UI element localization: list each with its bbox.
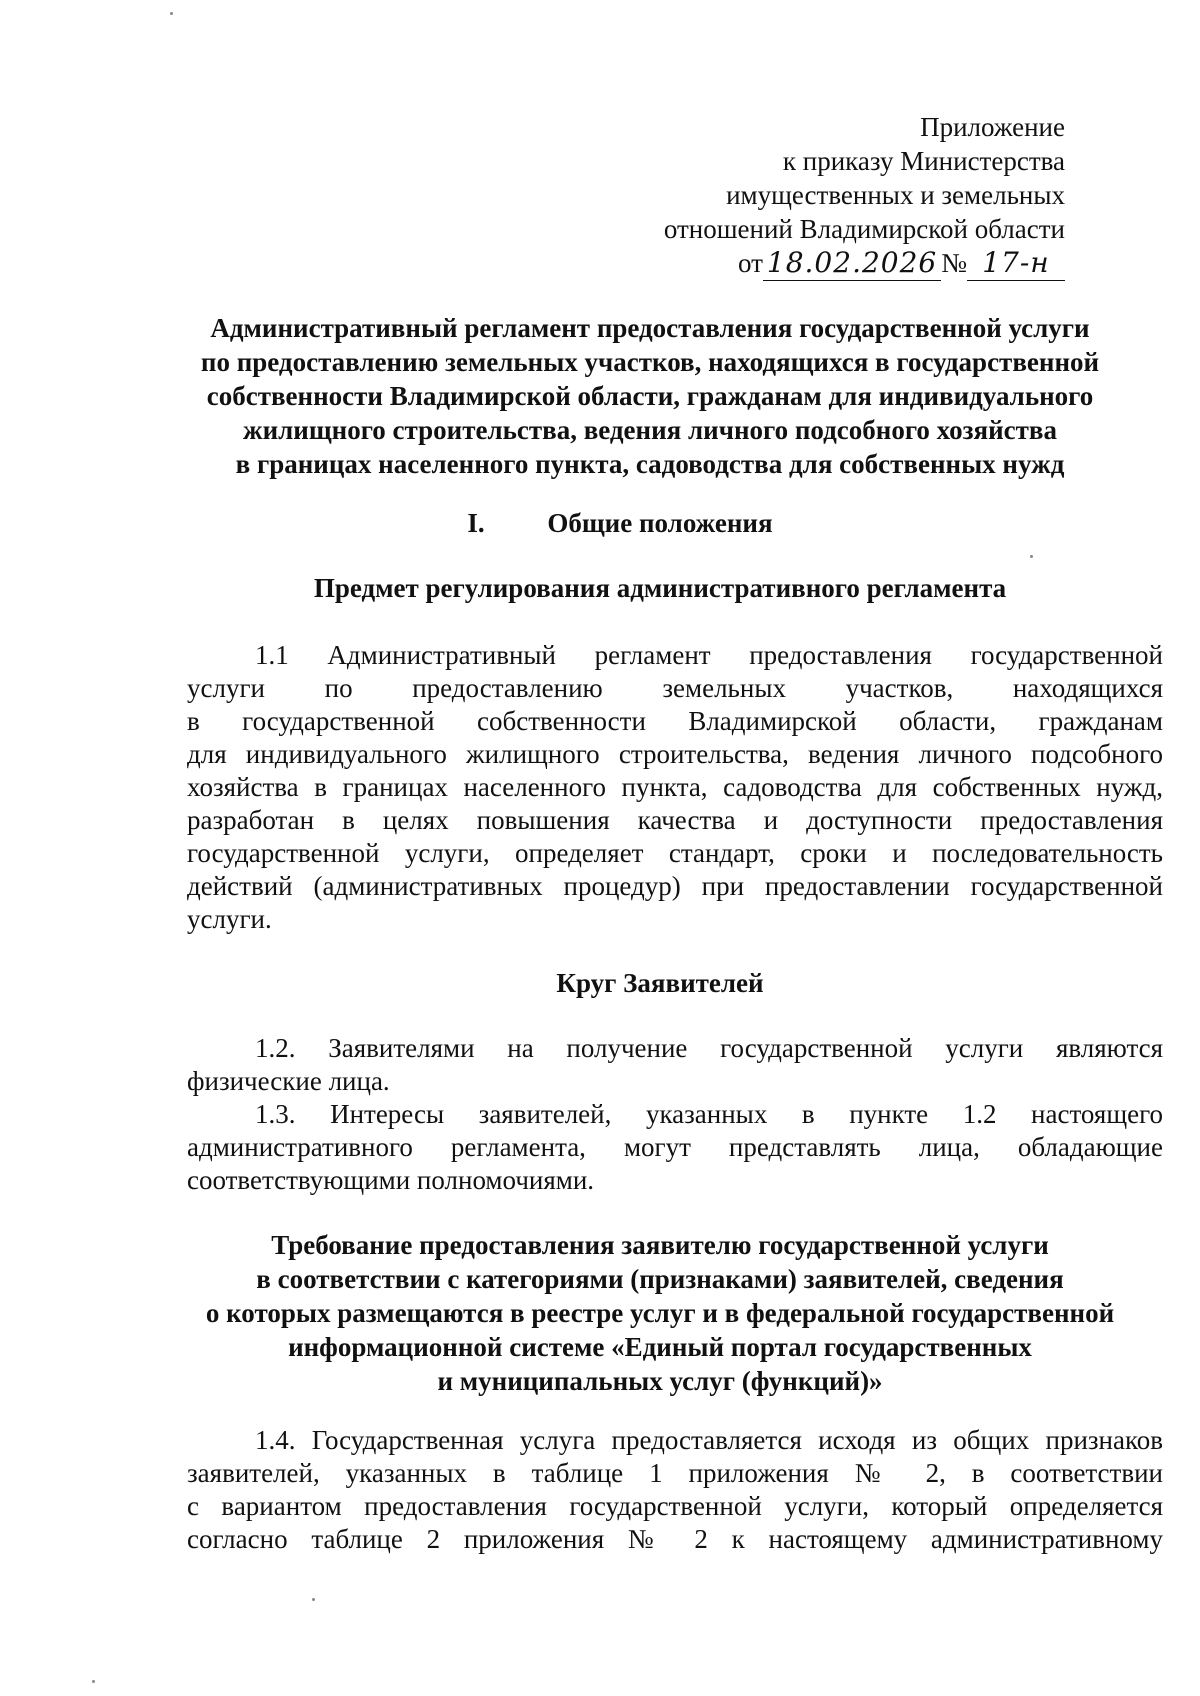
paragraph-line: действий (административных процедур) при предоставлении государственной [187,871,1163,901]
paragraph-line: административного регламента, могут представлять лица, обладающие [187,1132,1163,1162]
title-line: по предоставлению земельных участков, находящихся в государственной [200,347,1100,377]
subheading-line: и муниципальных услуг (функций)» [437,1366,883,1396]
date-field [763,246,941,281]
paragraph-line: физические лица. [187,1066,390,1096]
subheading-line: в соответствии с категориями (признаками) заявителей, сведения [256,1264,1064,1294]
appendix-line: к приказу Министерства [782,146,1065,176]
paragraph-line: согласно таблице 2 приложения № 2 к настоящему административному [187,1524,1163,1554]
appendix-line: Приложение [920,112,1065,142]
subheading-applicants: Круг Заявителей [556,968,764,998]
date-prefix: от [737,248,763,278]
scan-speck [1030,555,1033,558]
paragraph-line: государственной услуги, определяет стандарт, сроки и последовательность [187,838,1163,868]
scan-speck [92,1680,95,1683]
title-line: Административный регламент предоставления государственной услуги [210,313,1090,343]
scan-speck [312,1598,315,1601]
paragraph-line: в государственной собственности Владимирской области, гражданам [187,706,1163,736]
subheading-line: Требование предоставления заявителю государственной услуги [271,1230,1049,1260]
paragraph-line: 1.2. Заявителями на получение государственной услуги являются [255,1033,1163,1063]
subheading-requirements [180,1228,1140,1398]
paragraph-line: разработан в целях повышения качества и доступности предоставления [187,805,1163,835]
document-title [170,311,1130,481]
title-line: жилищного строительства, ведения личного подсобного хозяйства [243,415,1057,445]
paragraph-line: заявителей, указанных в таблице 1 приложения № 2, в соответствии [187,1458,1163,1488]
paragraph-line: 1.3. Интересы заявителей, указанных в пункте 1.2 настоящего [255,1099,1163,1129]
paragraph-line: хозяйства в границах населенного пункта, садоводства для собственных нужд, [187,772,1163,802]
subheading-line: информационной системе «Единый портал государственных [288,1332,1032,1362]
appendix-block [664,110,1065,281]
subheading-subject: Предмет регулирования административного регламента [313,573,1007,603]
paragraph-line: 1.4. Государственная услуга предоставляется исходя из общих признаков [255,1425,1163,1455]
paragraph-line: услуги по предоставлению земельных участков, находящихся [187,673,1163,703]
title-line: в границах населенного пункта, садоводства для собственных нужд [235,449,1065,479]
scan-speck [170,12,173,15]
number-sign: № [941,248,967,278]
appendix-line: имущественных и земельных [726,180,1065,210]
paragraph-line: с вариантом предоставления государственной услуги, который определяется [187,1491,1163,1521]
paragraph-1-1 [187,639,1163,936]
handwritten-date: 18.02.2026 [766,246,938,279]
paragraph-line: 1.1 Административный регламент предоставления государственной [255,640,1163,670]
paragraph-1-3 [187,1098,1163,1197]
paragraph-1-4 [187,1424,1163,1556]
paragraph-line: соответствующими полномочиями. [187,1165,595,1195]
section-numeral: I. [467,508,485,538]
paragraph-line: услуги. [187,904,272,934]
number-field [967,246,1065,281]
title-line: собственности Владимирской области, гражданам для индивидуального [206,381,1094,411]
appendix-line: отношений Владимирской области [663,214,1065,244]
appendix-date-line [664,246,1065,281]
subheading-line: о которых размещаются в реестре услуг и в федеральной государственной [205,1298,1115,1328]
paragraph-1-2 [187,1032,1163,1098]
section-heading [0,508,1200,539]
section-title-text: Общие положения [547,508,773,538]
paragraph-line: для индивидуального жилищного строительства, ведения личного подсобного [187,739,1163,769]
handwritten-number: 17-н [982,246,1050,279]
